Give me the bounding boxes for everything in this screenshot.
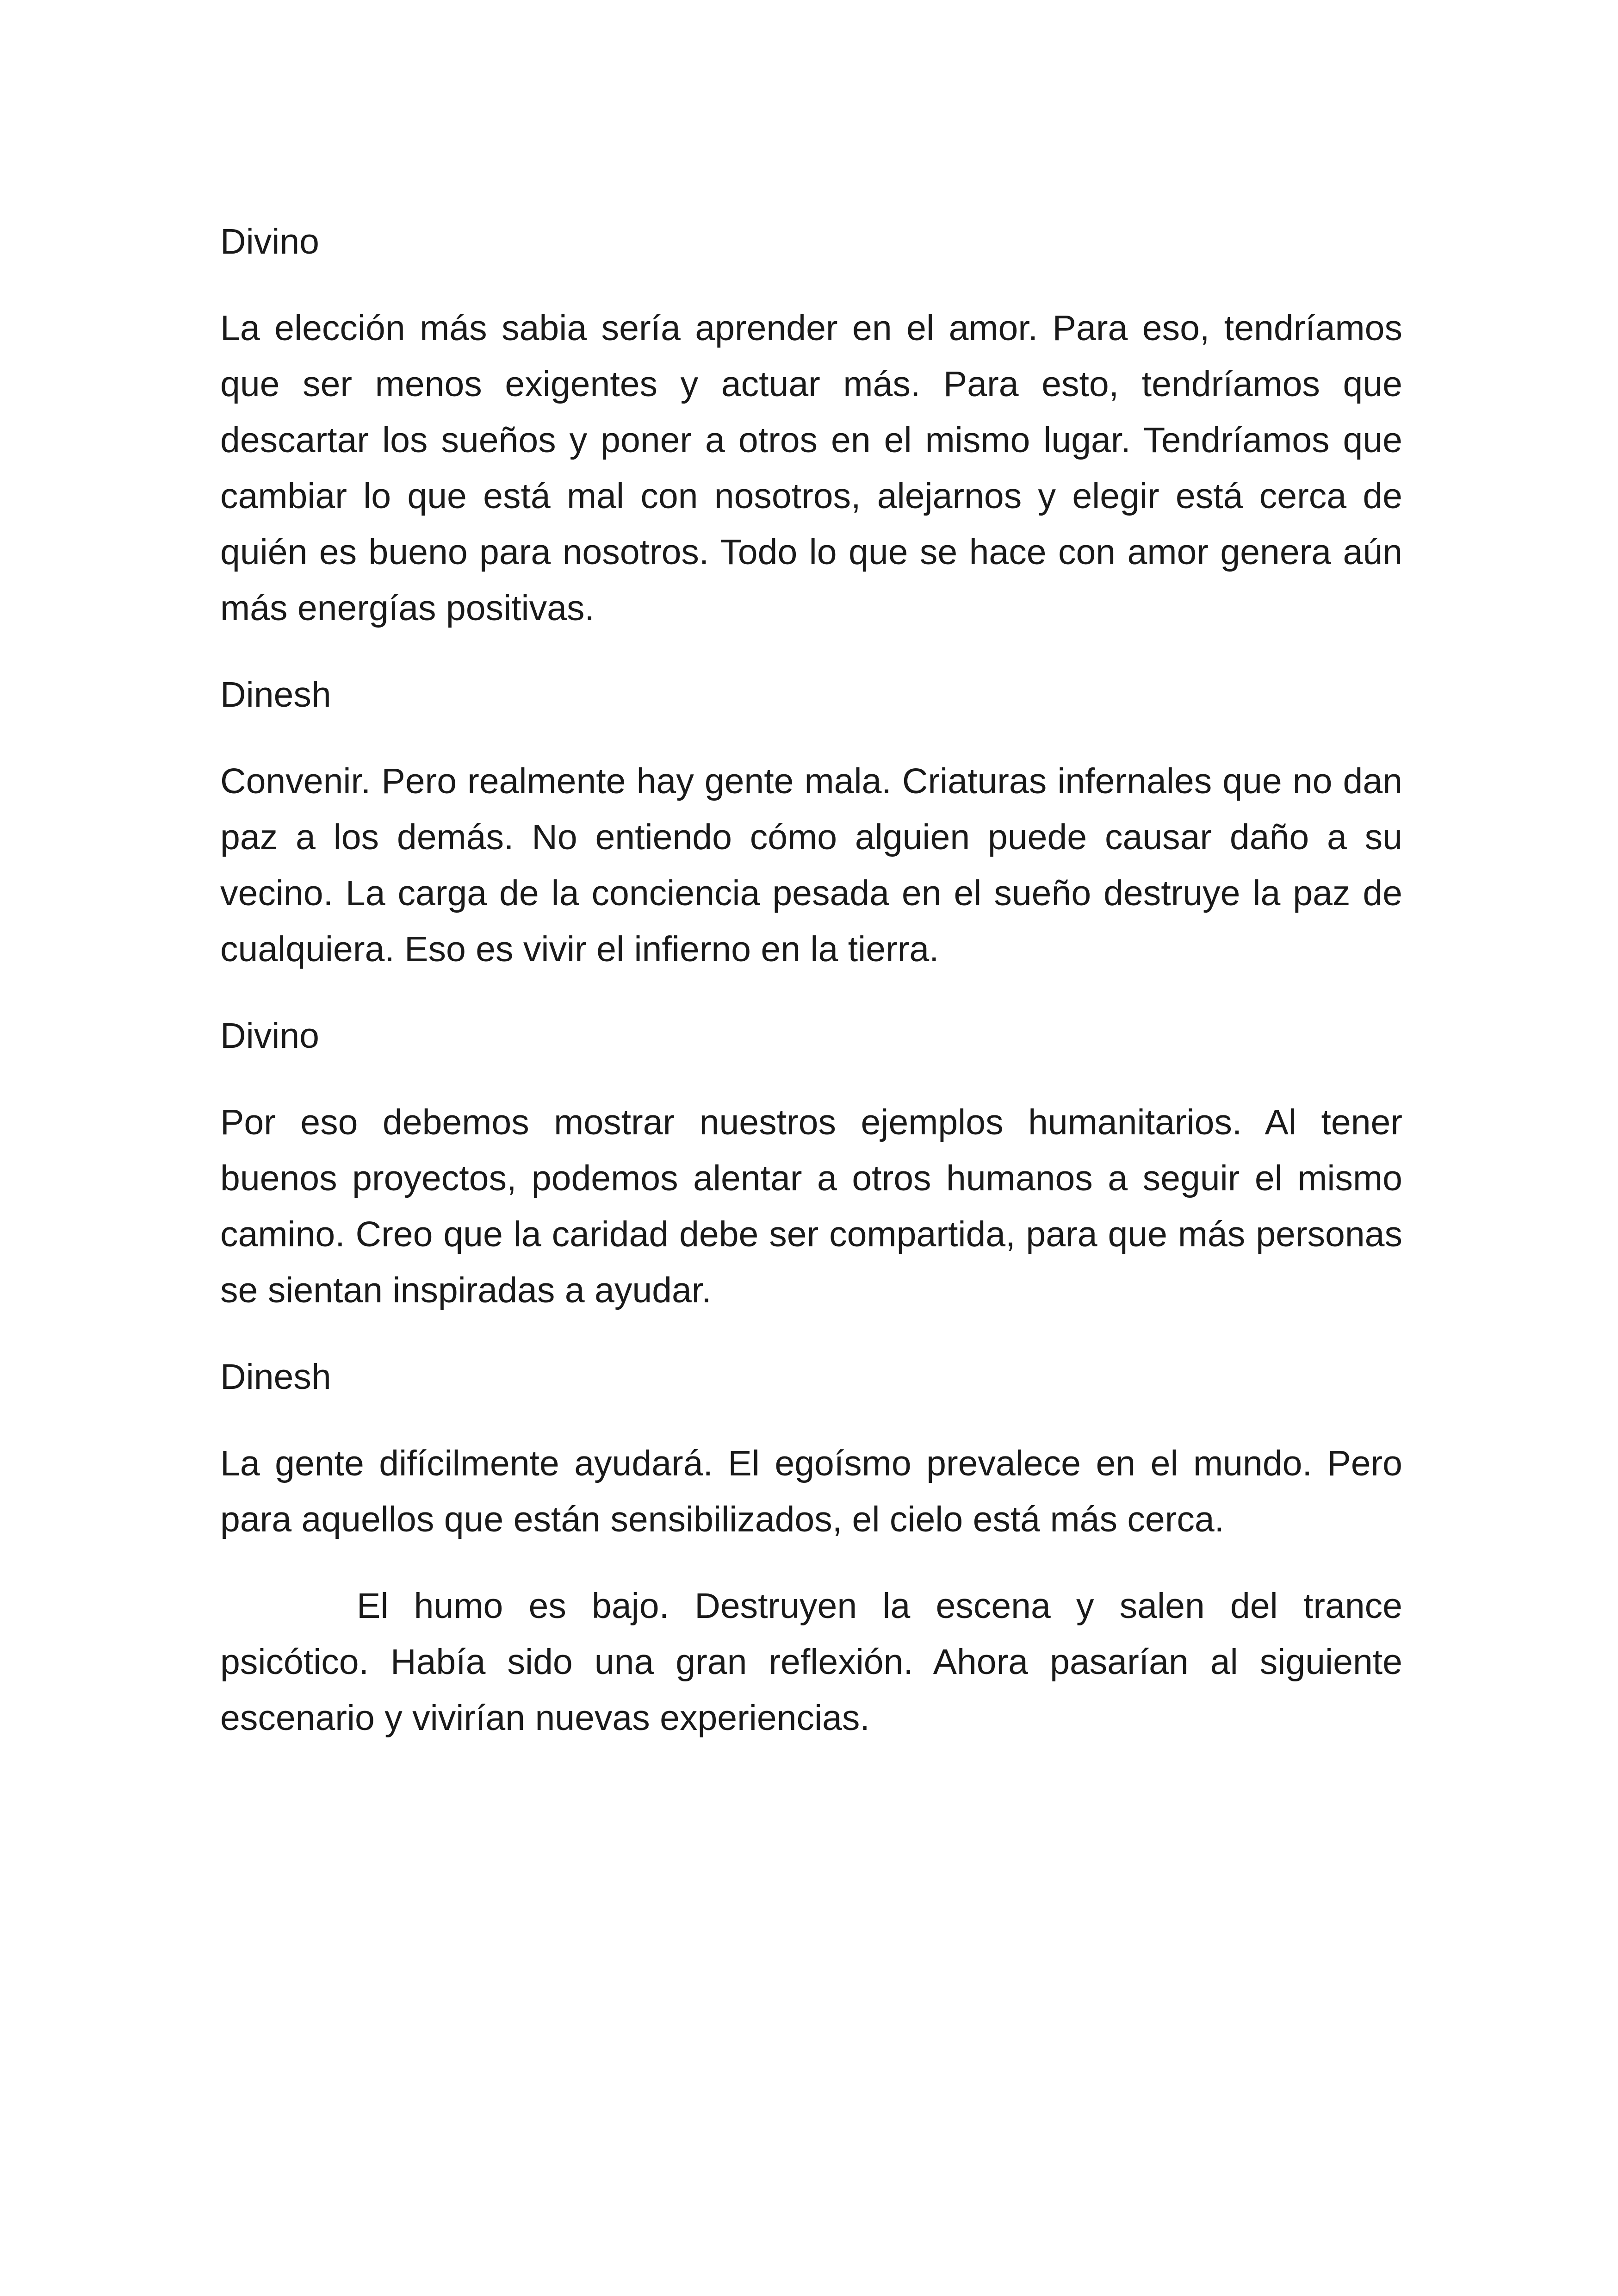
speaker-name: Dinesh <box>220 1357 331 1397</box>
speaker-name: Divino <box>220 1016 319 1056</box>
dialogue-paragraph: Convenir. Pero realmente hay gente mala. Criaturas infernales que no dan paz a los demás. No entiendo cómo alguien puede causar daño a su vecino. La carga de la conciencia pesada en el sueño destruye la paz de cualquiera. Eso es vivir el infierno en la tierra. <box>220 761 1402 969</box>
document-body <box>220 214 1402 1777</box>
dialogue-paragraph: Por eso debemos mostrar nuestros ejemplos humanitarios. Al tener buenos proyectos, podemos alentar a otros humanos a seguir el mismo camino. Creo que la caridad debe ser compartida, para que más personas se sientan inspiradas a ayudar. <box>220 1102 1402 1310</box>
speaker-name: Dinesh <box>220 675 331 715</box>
speaker-name: Divino <box>220 222 319 261</box>
dialogue-paragraph: La gente difícilmente ayudará. El egoísmo prevalece en el mundo. Pero para aquellos que están sensibilizados, el cielo está más cerca. <box>220 1444 1402 1539</box>
dialogue-paragraph: La elección más sabia sería aprender en el amor. Para eso, tendríamos que ser menos exigentes y actuar más. Para esto, tendríamos que descartar los sueños y poner a otros en el mismo lugar. Tendríamos que cambiar lo que está mal con nosotros, alejarnos y elegir está cerca de quién es bueno para nosotros. Todo lo que se hace con amor genera aún más energías positivas. <box>220 308 1402 628</box>
narration-paragraph: El humo es bajo. Destruyen la escena y salen del trance psicótico. Había sido una gran reflexión. Ahora pasarían al siguiente escenario y vivirían nuevas experiencias. <box>220 1586 1402 1738</box>
